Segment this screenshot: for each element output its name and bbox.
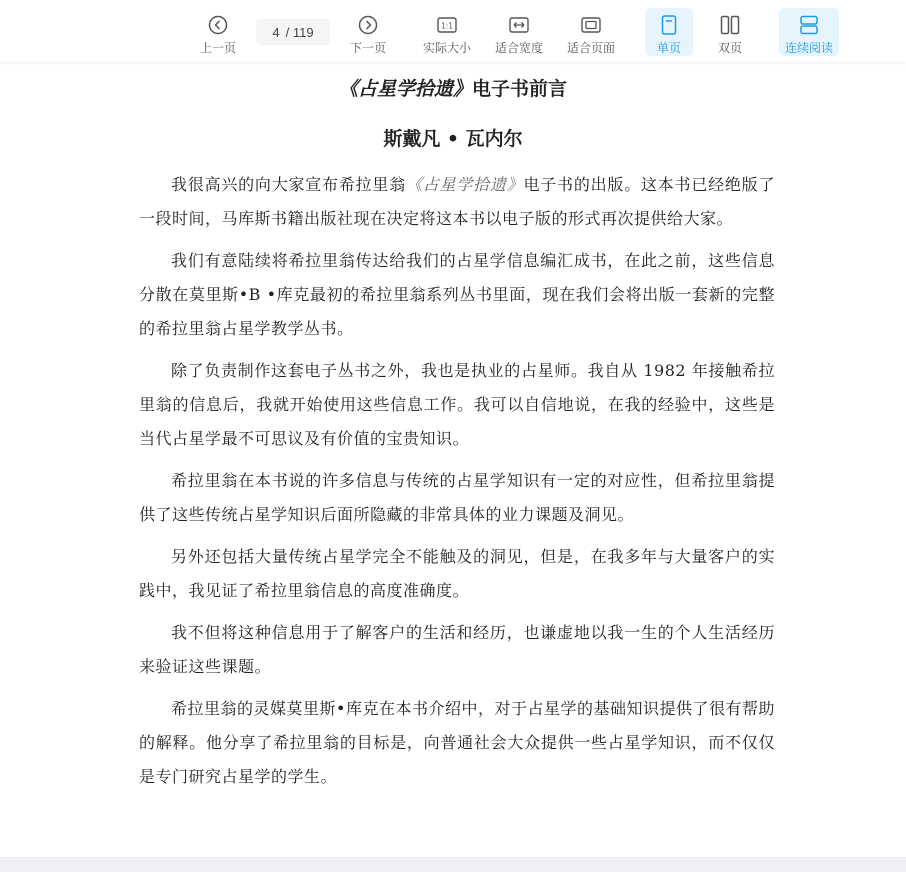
document-title [0, 74, 906, 101]
paragraph-1-text-a: 我很高兴的向大家宣布希拉里翁 [171, 175, 406, 194]
actual-size-button[interactable] [420, 8, 474, 56]
fit-width-button[interactable] [492, 8, 546, 56]
paragraph-1-book-name: 《占星学拾遗》 [405, 175, 524, 194]
single-page-icon [658, 14, 680, 35]
single-page-button[interactable] [645, 8, 693, 56]
paragraph-1 [139, 168, 775, 236]
next-page-label: 下一页 [349, 41, 386, 55]
chevron-left-circle-icon [207, 14, 229, 35]
prev-page-button[interactable] [196, 8, 240, 56]
total-pages: / 119 [285, 24, 314, 40]
current-page-input[interactable]: 4 [272, 24, 280, 40]
paragraph-7: 希拉里翁的灵媒莫里斯•库克在本书介绍中，对于占星学的基础知识提供了很有帮助的解释。他分享了希拉里翁的目标是，向普通社会大众提供一些占星学知识，而不仅仅是专门研究占星学的学生。 [139, 699, 775, 786]
continuous-reading-icon [798, 14, 820, 35]
next-page-button[interactable] [346, 8, 390, 56]
fit-page-label: 适合页面 [566, 41, 615, 55]
prev-page-label: 上一页 [199, 41, 236, 55]
paragraph-2: 我们有意陆续将希拉里翁传达给我们的占星学信息编汇成书，在此之前，这些信息分散在莫里斯•B •库克最初的希拉里翁系列丛书里面，现在我们会将出版一套新的完整的希拉里翁占星学教学丛书。 [139, 251, 775, 338]
document-view[interactable] [0, 62, 906, 857]
paragraph-4: 希拉里翁在本书说的许多信息与传统的占星学知识有一定的对应性，但希拉里翁提供了这些传统占星学知识后面所隐藏的非常具体的业力课题及洞见。 [139, 471, 775, 524]
title-book-name: 《占星学拾遗》 [338, 78, 472, 100]
fit-width-label: 适合宽度 [494, 41, 543, 55]
title-rest: 电子书前言 [472, 78, 568, 100]
double-page-label: 双页 [717, 41, 742, 55]
paragraph-1-text-b: 电子书的出版。这本书已经绝版了一段时间，马库斯书籍出版社现在决定将这本书以电子版的形式再次提供给大家。 [139, 175, 775, 228]
reader-toolbar [0, 0, 906, 62]
fit-width-icon [508, 14, 530, 35]
paragraph-3: 除了负责制作这套电子丛书之外，我也是执业的占星师。我自从 1982 年接触希拉里翁的信息后，我就开始使用这些信息工作。我可以自信地说，在我的经验中，这些是当代占星学最不可思议及有价值的宝贵知识。 [139, 361, 775, 448]
continuous-reading-button[interactable] [779, 8, 839, 56]
single-page-label: 单页 [656, 41, 681, 55]
paragraph-6: 我不但将这种信息用于了解客户的生活和经历，也谦虚地以我一生的个人生活经历来验证这些课题。 [139, 623, 775, 676]
double-page-icon [719, 14, 741, 35]
horizontal-scrollbar[interactable] [0, 857, 906, 872]
actual-size-icon [436, 14, 458, 35]
document-body [139, 168, 775, 802]
chevron-right-circle-icon [357, 14, 379, 35]
double-page-button[interactable] [706, 8, 754, 56]
continuous-reading-label: 连续阅读 [784, 41, 833, 55]
document-author: 斯戴凡 • 瓦内尔 [383, 128, 523, 150]
fit-page-icon [580, 14, 602, 35]
fit-page-button[interactable] [564, 8, 618, 56]
actual-size-label: 实际大小 [422, 41, 471, 55]
paragraph-5: 另外还包括大量传统占星学完全不能触及的洞见，但是，在我多年与大量客户的实践中，我见证了希拉里翁信息的高度准确度。 [139, 547, 775, 600]
svg-text:1:1: 1:1 [440, 21, 454, 30]
page-indicator[interactable] [256, 19, 330, 45]
